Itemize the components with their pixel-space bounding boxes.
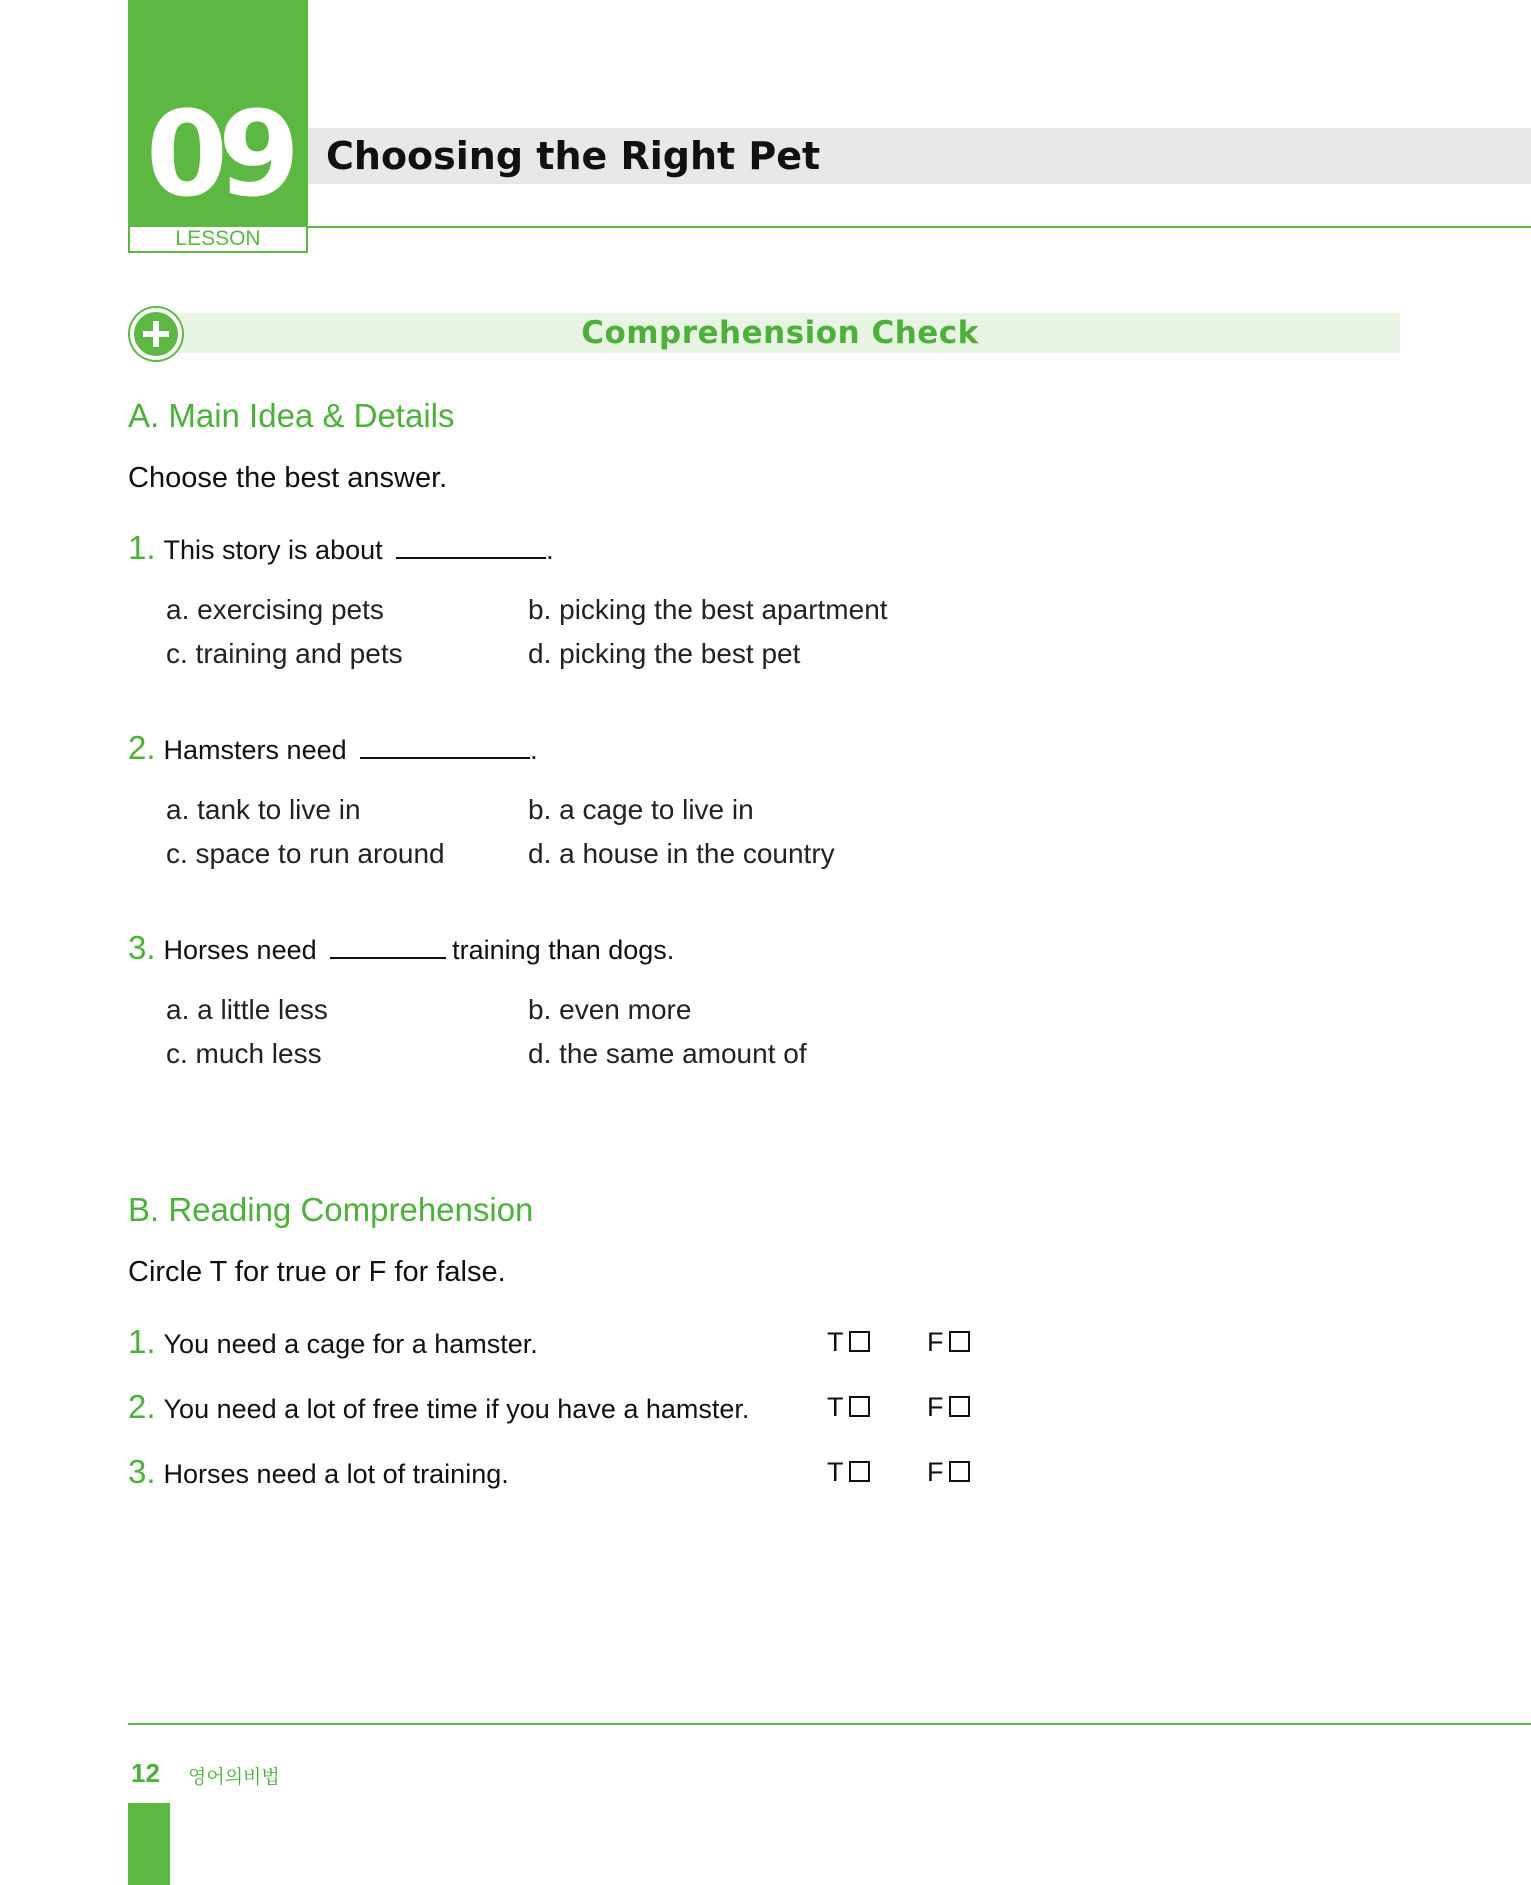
- true-option[interactable]: [827, 1454, 870, 1490]
- answer-blank[interactable]: [330, 931, 446, 959]
- true-label: T: [827, 1457, 844, 1487]
- false-label: F: [927, 1392, 944, 1422]
- statement-number: 2.: [128, 1388, 156, 1425]
- false-option[interactable]: [927, 1454, 970, 1490]
- option-a[interactable]: a. exercising pets: [166, 594, 384, 625]
- false-option[interactable]: [927, 1324, 970, 1360]
- title-divider: [308, 226, 1531, 228]
- true-checkbox[interactable]: [849, 1461, 870, 1482]
- false-label: F: [927, 1327, 944, 1357]
- statement-text: You need a cage for a hamster.: [163, 1329, 538, 1359]
- question-number: 1.: [128, 529, 156, 566]
- option-a[interactable]: a. a little less: [166, 994, 328, 1025]
- option-c[interactable]: c. training and pets: [166, 638, 403, 669]
- true-checkbox[interactable]: [849, 1331, 870, 1352]
- answer-blank[interactable]: [396, 531, 546, 559]
- answer-blank[interactable]: [360, 731, 530, 759]
- statement-text: Horses need a lot of training.: [163, 1459, 509, 1489]
- footer-divider: [128, 1723, 1531, 1725]
- section-a-heading: A. Main Idea & Details: [128, 397, 455, 434]
- option-d[interactable]: d. a house in the country: [528, 838, 835, 869]
- option-b[interactable]: b. a cage to live in: [528, 794, 754, 825]
- option-a[interactable]: a. tank to live in: [166, 794, 361, 825]
- page-title: Choosing the Right Pet: [326, 134, 821, 178]
- true-checkbox[interactable]: [849, 1396, 870, 1417]
- statement-2: [128, 1389, 749, 1427]
- false-checkbox[interactable]: [949, 1331, 970, 1352]
- question-number: 2.: [128, 729, 156, 766]
- question-3: [128, 930, 674, 968]
- question-text-after: training than dogs.: [452, 935, 675, 965]
- statement-text: You need a lot of free time if you have a hamster.: [163, 1394, 750, 1424]
- footer-tab: [128, 1803, 170, 1885]
- lesson-number: 09: [145, 85, 291, 223]
- banner-title: Comprehension Check: [581, 315, 979, 351]
- lesson-label: LESSON: [128, 227, 308, 253]
- book-title: 영어의비법: [188, 1767, 280, 1788]
- false-checkbox[interactable]: [949, 1396, 970, 1417]
- false-option[interactable]: [927, 1389, 970, 1425]
- true-option[interactable]: [827, 1389, 870, 1425]
- section-b-heading: B. Reading Comprehension: [128, 1191, 534, 1228]
- section-b-instruction: Circle T for true or F for false.: [128, 1256, 506, 1288]
- section-a-instruction: Choose the best answer.: [128, 462, 448, 494]
- statement-1: [128, 1324, 538, 1362]
- option-c[interactable]: c. space to run around: [166, 838, 445, 869]
- question-text: Horses need: [163, 935, 317, 965]
- question-text: This story is about: [163, 535, 383, 565]
- question-number: 3.: [128, 929, 156, 966]
- option-b[interactable]: b. picking the best apartment: [528, 594, 888, 625]
- question-2: [128, 730, 538, 768]
- false-checkbox[interactable]: [949, 1461, 970, 1482]
- question-text-after: .: [530, 735, 538, 765]
- option-b[interactable]: b. even more: [528, 994, 692, 1025]
- statement-3: [128, 1454, 509, 1492]
- page-number: 12: [131, 1758, 160, 1788]
- question-1: [128, 530, 554, 568]
- question-text-after: .: [546, 535, 554, 565]
- false-label: F: [927, 1457, 944, 1487]
- option-d[interactable]: d. the same amount of: [528, 1038, 807, 1069]
- option-d[interactable]: d. picking the best pet: [528, 638, 801, 669]
- true-option[interactable]: [827, 1324, 870, 1360]
- statement-number: 3.: [128, 1453, 156, 1490]
- true-label: T: [827, 1327, 844, 1357]
- statement-number: 1.: [128, 1323, 156, 1360]
- true-label: T: [827, 1392, 844, 1422]
- question-text: Hamsters need: [163, 735, 347, 765]
- option-c[interactable]: c. much less: [166, 1038, 322, 1069]
